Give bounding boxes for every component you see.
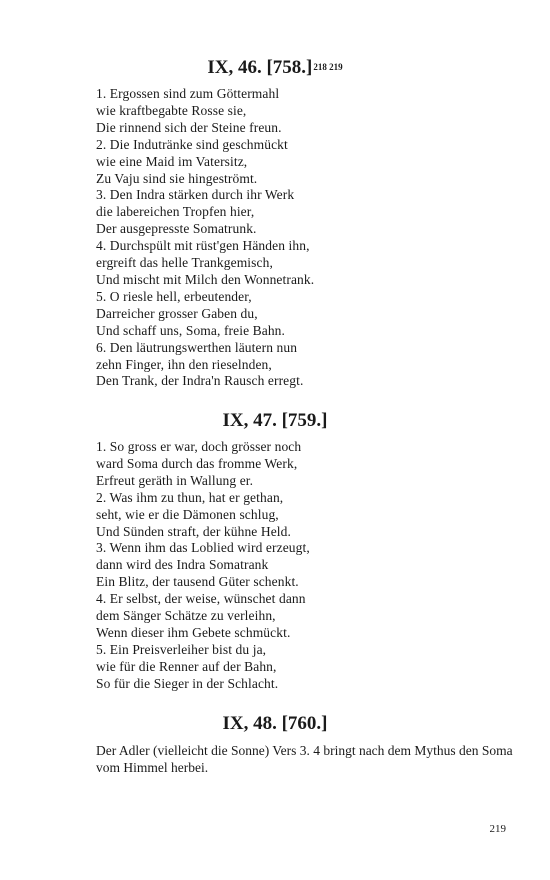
verse-line: ergreift das helle Trankgemisch, — [96, 255, 273, 271]
verse-line: Den Trank, der Indra'n Rausch erregt. — [96, 373, 304, 389]
heading-text: IX, 46. [758.] — [207, 57, 313, 78]
heading-text: IX, 48. [760.] — [222, 713, 328, 734]
verse-line: wie für die Renner auf der Bahn, — [96, 658, 277, 674]
prose-paragraph: Der Adler (vielleicht die Sonne) Vers 3. 4 bringt nach dem Mythus den Soma vom Himmel herbei. — [96, 743, 513, 775]
verse-line: 3. Wenn ihm das Loblied wird erzeugt, — [96, 540, 310, 556]
verse-line: 6. Den läutrungswerthen läutern nun — [96, 339, 298, 355]
verse-line: Der ausgepresste Somatrunk. — [96, 221, 257, 237]
verse-line: Zu Vaju sind sie hingeströmt. — [96, 170, 258, 186]
footnote-references: 218 219 — [313, 62, 343, 72]
verse-line: wie eine Maid im Vatersitz, — [96, 153, 248, 169]
verse-block-ix-46 — [96, 86, 526, 390]
section-heading-ix-48 — [0, 713, 550, 735]
section-heading-ix-46 — [0, 57, 550, 79]
verse-line: Erfreut geräth in Wallung er. — [96, 472, 254, 488]
verse-line: Und mischt mit Milch den Wonnetrank. — [96, 271, 315, 287]
verse-line: 2. Was ihm zu thun, hat er gethan, — [96, 489, 284, 505]
heading-text: IX, 47. [759.] — [222, 410, 328, 431]
verse-line: Die rinnend sich der Steine freun. — [96, 119, 282, 135]
verse-line: Und schaff uns, Soma, freie Bahn. — [96, 322, 286, 338]
section-heading-ix-47 — [0, 410, 550, 432]
verse-line: Wenn dieser ihm Gebete schmückt. — [96, 624, 291, 640]
verse-line: Ein Blitz, der tausend Güter schenkt. — [96, 574, 299, 590]
verse-line: 4. Er selbst, der weise, wünschet dann — [96, 591, 306, 607]
verse-line: 5. Ein Preisverleiher bist du ja, — [96, 641, 267, 657]
verse-line: So für die Sieger in der Schlacht. — [96, 675, 279, 691]
verse-line: 1. Ergossen sind zum Göttermahl — [96, 86, 280, 101]
verse-line: zehn Finger, ihn den rieselnden, — [96, 356, 272, 372]
verse-line: 2. Die Indutränke sind geschmückt — [96, 136, 288, 152]
page-number: 219 — [489, 823, 506, 835]
verse-line: ward Soma durch das fromme Werk, — [96, 455, 298, 471]
verse-line: 5. O riesle hell, erbeutender, — [96, 288, 252, 304]
verse-line: Darreicher grosser Gaben du, — [96, 305, 258, 321]
verse-line: die labereichen Tropfen hier, — [96, 204, 255, 220]
verse-line: 4. Durchspült mit rüst'gen Händen ihn, — [96, 238, 310, 254]
verse-line: dann wird des Indra Somatrank — [96, 557, 269, 573]
verse-line: dem Sänger Schätze zu verleihn, — [96, 608, 276, 624]
verse-line: Und Sünden straft, der kühne Held. — [96, 523, 291, 539]
verse-line: 3. Den Indra stärken durch ihr Werk — [96, 187, 295, 203]
verse-line: 1. So gross er war, doch grösser noch — [96, 439, 302, 454]
verse-block-ix-47 — [96, 439, 526, 693]
verse-line: wie kraftbegabte Rosse sie, — [96, 102, 247, 118]
verse-line: seht, wie er die Dämonen schlug, — [96, 506, 279, 522]
